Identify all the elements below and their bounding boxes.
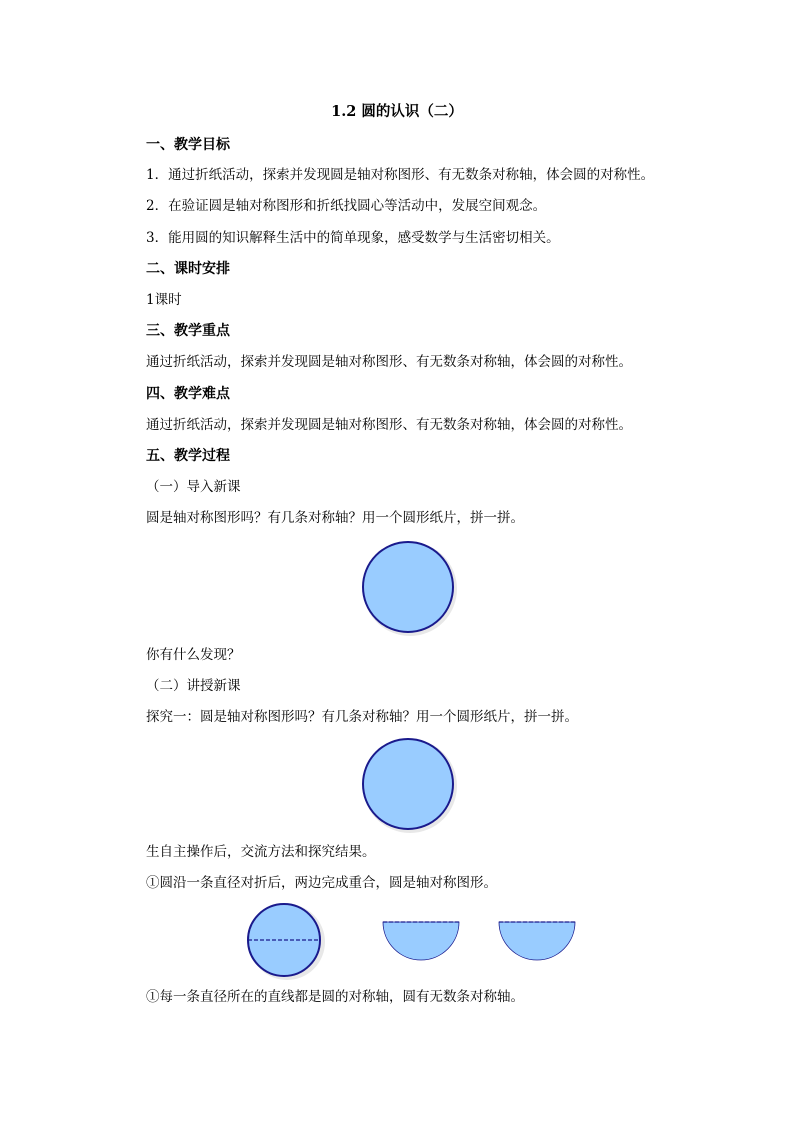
after-operation-text: 生自主操作后，交流方法和探究结果。 <box>146 844 376 860</box>
point-2-text: ①每一条直径所在的直线都是圆的对称轴，圆有无数条对称轴。 <box>146 989 524 1005</box>
subheading-intro: （一）导入新课 <box>146 479 241 495</box>
goal-item-2: 2．在验证圆是轴对称图形和折纸找圆心等活动中，发展空间观念。 <box>146 198 547 214</box>
circle-figure-2 <box>358 735 460 835</box>
circle-figure-1 <box>358 538 460 638</box>
heading-schedule: 二、课时安排 <box>146 261 230 277</box>
difficulties-text: 通过折纸活动，探索并发现圆是轴对称图形、有无数条对称轴，体会圆的对称性。 <box>146 417 632 433</box>
intro-question: 你有什么发现？ <box>146 647 241 663</box>
goal-item-1: 1．通过折纸活动，探索并发现圆是轴对称图形、有无数条对称轴，体会圆的对称性。 <box>146 167 655 183</box>
explore-text: 探究一：圆是轴对称图形吗？有几条对称轴？用一个圆形纸片，拼一拼。 <box>146 709 578 725</box>
half-circle-right <box>499 922 575 960</box>
schedule-text: 1课时 <box>146 292 182 308</box>
heading-difficulties: 四、教学难点 <box>146 386 230 402</box>
circle-with-diameter <box>248 904 325 980</box>
subheading-new-lesson: （二）讲授新课 <box>146 678 241 694</box>
intro-text: 圆是轴对称图形吗？有几条对称轴？用一个圆形纸片，拼一拼。 <box>146 510 524 526</box>
heading-key-points: 三、教学重点 <box>146 323 230 339</box>
heading-teaching-goals: 一、教学目标 <box>146 137 230 153</box>
heading-process: 五、教学过程 <box>146 448 230 464</box>
half-circle-left <box>383 922 459 960</box>
goal-item-3: 3．能用圆的知识解释生活中的简单现象，感受数学与生活密切相关。 <box>146 230 560 246</box>
point-1-text: ①圆沿一条直径对折后，两边完成重合，圆是轴对称图形。 <box>146 875 497 891</box>
page-title: 1.2 圆的认识（二） <box>331 103 463 120</box>
key-points-text: 通过折纸活动，探索并发现圆是轴对称图形、有无数条对称轴，体会圆的对称性。 <box>146 354 632 370</box>
folding-figure <box>243 900 583 982</box>
